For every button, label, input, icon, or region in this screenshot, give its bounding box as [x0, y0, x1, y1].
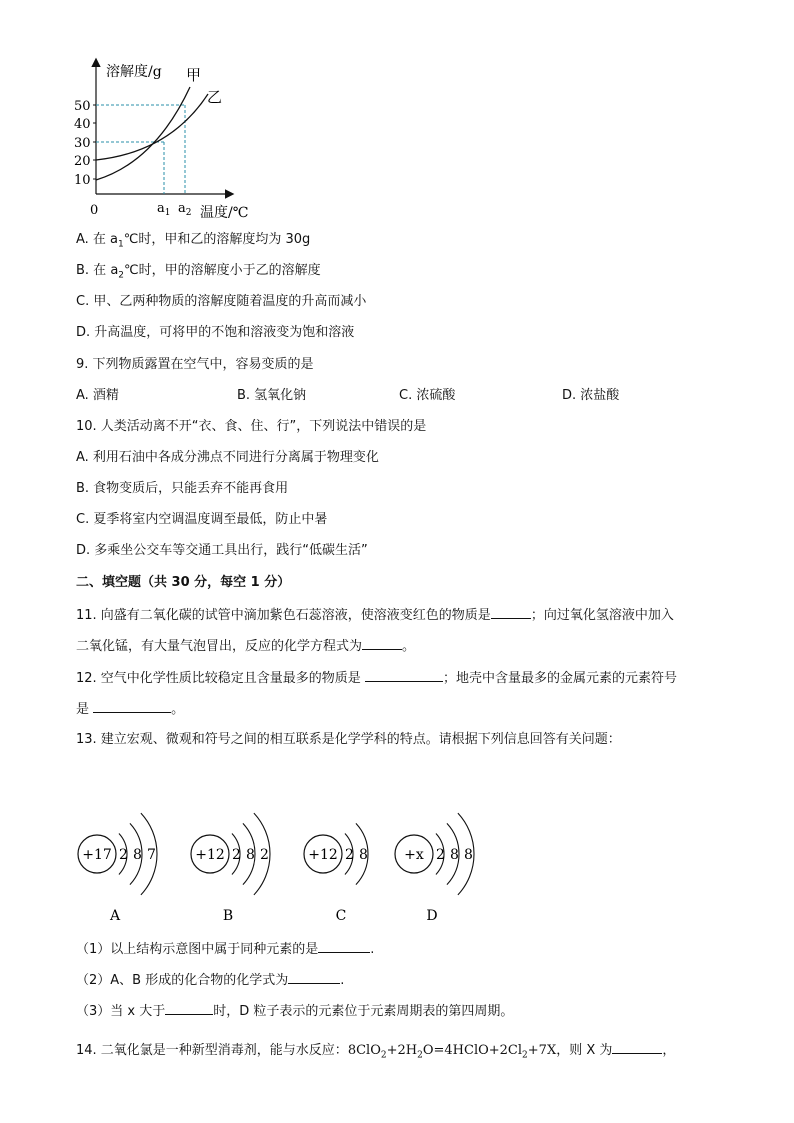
- electron-count: 2: [436, 847, 445, 863]
- y-axis-label: 溶解度/g: [106, 64, 162, 80]
- curve-jia: [96, 87, 190, 180]
- atom-C: [304, 823, 368, 924]
- q10-option-d: D. 多乘坐公交车等交通工具出行，践行“低碳生活”: [76, 543, 368, 558]
- q13-sub1: （1）以上结构示意图中属于同种元素的是 .: [76, 942, 375, 957]
- nucleus-charge: +x: [404, 847, 424, 863]
- q11-blank2[interactable]: [362, 637, 402, 650]
- q8-option-a: A. 在 $a_1℃$时，甲和乙的溶解度均为 30g: [76, 232, 311, 250]
- atom-label: B: [222, 908, 234, 924]
- q8-option-d: D. 升高温度，可将甲的不饱和溶液变为饱和溶液: [76, 325, 355, 340]
- q11-blank1[interactable]: [491, 606, 531, 619]
- curve-yi: [96, 94, 208, 160]
- atom-B: [191, 813, 270, 924]
- q14-line: 14. 二氧化氯是一种新型消毒剂，能与水反应：$8ClO_2+2H_2O=4HClO+2Cl_2+7X$，则 X 为 ，: [76, 1043, 676, 1061]
- q10-stem: 10. 人类活动离不开“衣、食、住、行”，下列说法中错误的是: [76, 419, 427, 434]
- y-tick-label: 10: [74, 173, 91, 188]
- q9-option-c: C. 浓硫酸: [399, 388, 456, 403]
- electron-count: 8: [133, 847, 142, 863]
- x-tick-a2: $a_2$: [178, 201, 192, 218]
- q11-line2: 二氧化锰，有大量气泡冒出，反应的化学方程式为 。: [76, 639, 416, 654]
- q9-option-d: D. 浓盐酸: [562, 388, 620, 403]
- solubility-graph: [60, 52, 280, 224]
- q9-stem: 9. 下列物质露置在空气中，容易变质的是: [76, 357, 314, 372]
- q10-option-c: C. 夏季将室内空调温度调至最低，防止中暑: [76, 512, 328, 527]
- x-tick-a1: $a_1$: [157, 201, 171, 218]
- q14-equation: $8ClO_2+2H_2O=4HClO+2Cl_2+7X$: [347, 1043, 557, 1061]
- nucleus-charge: +17: [82, 847, 112, 863]
- origin-label: 0: [90, 203, 99, 218]
- nucleus-charge: +12: [308, 847, 338, 863]
- atom-label: C: [335, 908, 347, 924]
- y-tick-label: 30: [74, 136, 91, 151]
- q10-option-b: B. 食物变质后，只能丢弃不能再食用: [76, 481, 289, 496]
- electron-count: 2: [345, 847, 354, 863]
- q12-line2: 是 。: [76, 702, 185, 717]
- curve-yi-label: 乙: [207, 88, 223, 106]
- q13-blank3[interactable]: [165, 1002, 213, 1015]
- electron-count: 2: [232, 847, 241, 863]
- atom-diagrams: [60, 790, 500, 930]
- q8-option-b: B. 在 $a_2℃$时，甲的溶解度小于乙的溶解度: [76, 263, 321, 281]
- section2-title: 二、填空题（共 30 分，每空 1 分）: [76, 575, 291, 590]
- nucleus-charge: +12: [195, 847, 225, 863]
- electron-count: 8: [464, 847, 473, 863]
- atom-label: D: [426, 908, 438, 924]
- electron-count: 8: [450, 847, 459, 863]
- q8-option-c: C. 甲、乙两种物质的溶解度随着温度的升高而减小: [76, 294, 367, 309]
- q13-blank1[interactable]: [318, 940, 370, 953]
- atom-A: [78, 813, 157, 924]
- q13-sub3: （3）当 x 大于 时，D 粒子表示的元素位于元素周期表的第四周期。: [76, 1004, 514, 1019]
- q11-line1: 11. 向盛有二氧化碳的试管中滴加紫色石蕊溶液，使溶液变红色的物质是 ；向过氧化氢溶液中加入: [76, 608, 674, 623]
- q12-blank1[interactable]: [365, 669, 443, 682]
- q13-blank2[interactable]: [288, 971, 340, 984]
- q12-line1: 12. 空气中化学性质比较稳定且含量最多的物质是 ；地壳中含量最多的金属元素的元素符号: [76, 671, 677, 686]
- q14-blank[interactable]: [612, 1041, 662, 1054]
- q9-option-a: A. 酒精: [76, 388, 119, 403]
- electron-count: 2: [119, 847, 128, 863]
- q9-option-b: B. 氢氧化钠: [237, 388, 307, 403]
- atom-D: [395, 813, 474, 924]
- electron-count: 8: [359, 847, 368, 863]
- electron-count: 2: [260, 847, 269, 863]
- q10-option-a: A. 利用石油中各成分沸点不同进行分离属于物理变化: [76, 450, 379, 465]
- q13-stem: 13. 建立宏观、微观和符号之间的相互联系是化学学科的特点。请根据下列信息回答有关问题：: [76, 732, 621, 747]
- y-tick-label: 20: [74, 154, 91, 169]
- electron-count: 7: [147, 847, 156, 863]
- y-tick-label: 40: [74, 117, 91, 132]
- x-axis-label: 温度/℃: [200, 205, 249, 221]
- q12-blank2[interactable]: [93, 700, 171, 713]
- y-tick-label: 50: [74, 99, 91, 114]
- atom-label: A: [109, 908, 121, 924]
- electron-count: 8: [246, 847, 255, 863]
- q13-sub2: （2）A、B 形成的化合物的化学式为 .: [76, 973, 345, 988]
- curve-jia-label: 甲: [186, 66, 202, 84]
